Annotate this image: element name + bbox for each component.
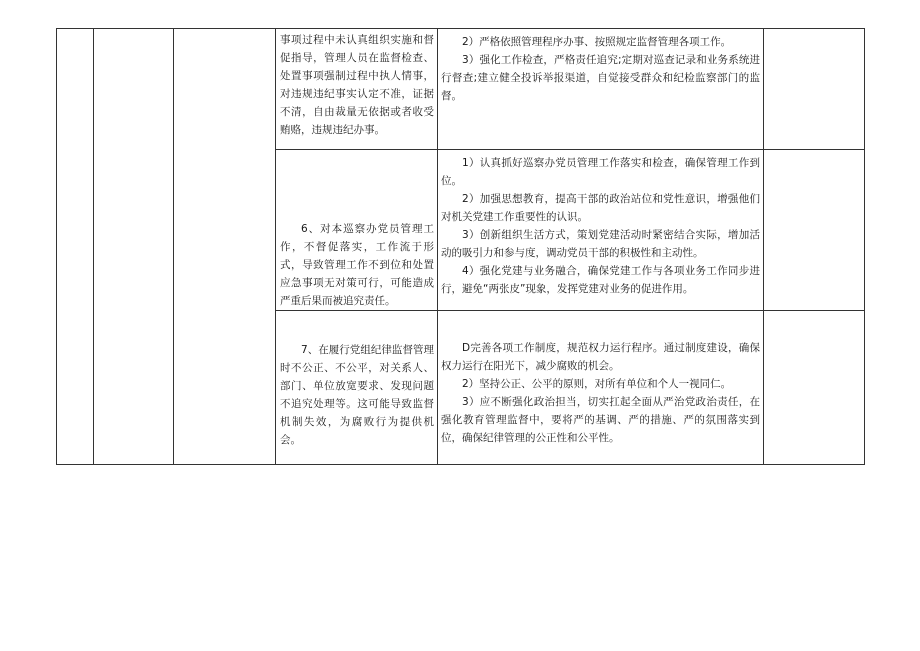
measure-item: 3）强化工作检查，严格责任追究;定期对巡查记录和业务系统进行督查;建立健全投诉举报渠道，自觉接受群众和纪检监察部门的监督。 <box>441 54 760 102</box>
risk-point-text: 7、在履行党组纪律监督管理时不公正、不公平，对关系人、部门、单位放宽要求、发现问题不追究处理等。这可能导致监督机制失效，为腐败行为提供机会。 <box>280 344 434 446</box>
measure-item: 2）坚持公正、公平的原则，对所有单位和个人一视同仁。 <box>462 378 732 390</box>
measure-item: 3）应不断强化政治担当，切实扛起全面从严治党政治责任，在强化教育管理监督中，要将严的基调、严的措施、严的氛围落实到位，确保纪律管理的公正性和公平性。 <box>441 396 760 444</box>
control-measures-cell <box>438 311 764 465</box>
control-measures-cell <box>438 29 764 150</box>
risk-control-table <box>56 28 865 465</box>
measure-item: 2）加强思想教育，提高干部的政治站位和党性意识，增强他们对机关党建工作重要性的认识。 <box>441 193 760 223</box>
measure-item: D完善各项工作制度，规范权力运行程序。通过制度建设，确保权力运行在阳光下，减少腐败的机会。 <box>441 342 760 372</box>
risk-point-text: 事项过程中未认真组织实施和督促指导，管理人员在监督检查、处置事项强制过程中执人情事，对违规违纪事实认定不准，证据不清，自由裁量无依据或者收受贿赂，违规违纪办事。 <box>280 34 434 136</box>
measure-item: 4）强化党建与业务融合，确保党建工作与各项业务工作同步进行，避免“两张皮”现象，发挥党建对业务的促进作用。 <box>441 265 760 295</box>
risk-point-cell <box>276 150 438 311</box>
post-cell <box>94 29 174 465</box>
risk-point-text: 6、对本巡察办党员管理工作，不督促落实，工作流于形式，导致管理工作不到位和处置应急事项无对策可行，可能造成严重后果而被追究责任。 <box>280 223 434 307</box>
table-row <box>57 29 865 150</box>
measure-item: 1）认真抓好巡察办党员管理工作落实和检查，确保管理工作到位。 <box>441 157 760 187</box>
measure-item: 3）创新组织生活方式，策划党建活动时紧密结合实际，增加活动的吸引力和参与度，调动党员干部的积极性和主动性。 <box>441 229 760 259</box>
risk-point-cell <box>276 29 438 150</box>
risk-point-cell <box>276 311 438 465</box>
seq-cell <box>57 29 94 465</box>
remark-cell <box>764 150 865 311</box>
remark-cell <box>764 311 865 465</box>
remark-cell <box>764 29 865 150</box>
measure-item: 2）严格依照管理程序办事、按照规定监督管理各项工作。 <box>462 36 732 48</box>
control-measures-cell <box>438 150 764 311</box>
duty-cell <box>174 29 276 465</box>
